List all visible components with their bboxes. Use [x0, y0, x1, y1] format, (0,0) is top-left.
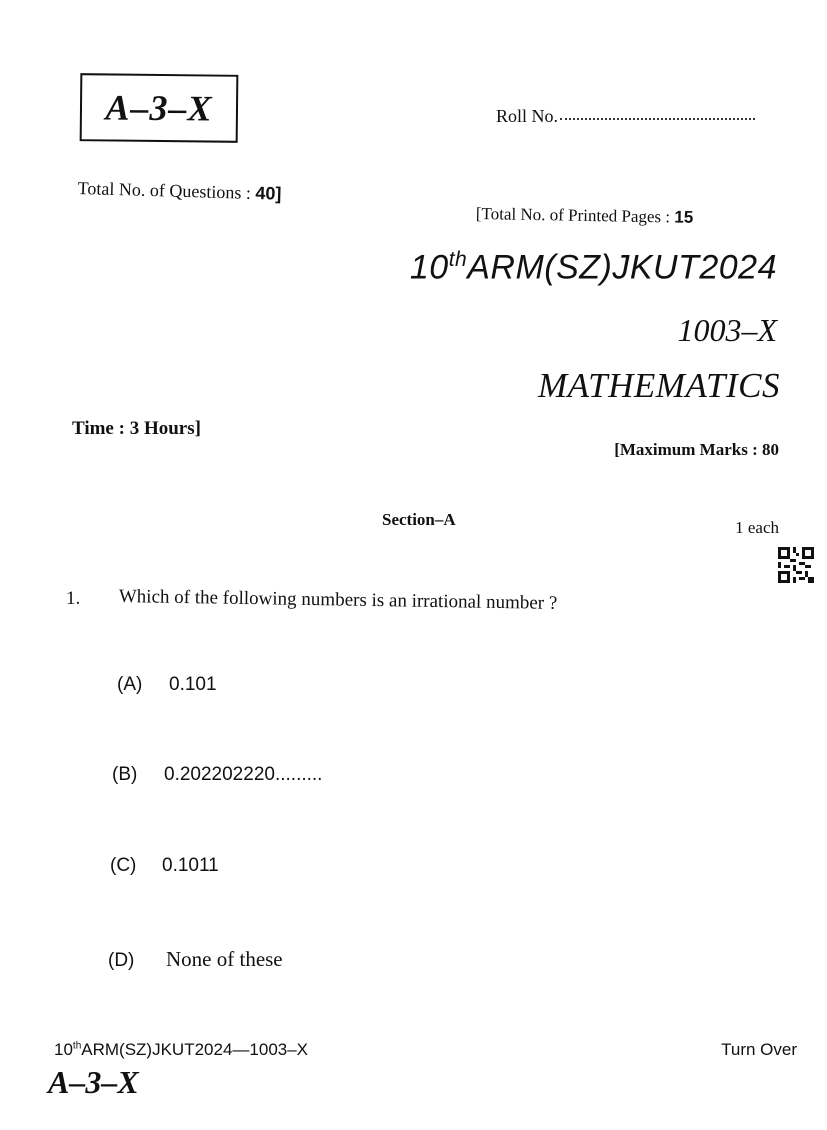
- qr-code-icon: [778, 547, 814, 583]
- question-text: Which of the following numbers is an irrational number ?: [118, 586, 558, 614]
- total-questions-label: Total No. of Questions :: [77, 178, 252, 203]
- subject-title: MATHEMATICS: [537, 366, 780, 405]
- option-text: 0.101: [169, 674, 217, 695]
- marks-each: 1 each: [735, 518, 779, 537]
- option-text: 0.1011: [162, 855, 219, 876]
- series-code-box: [80, 73, 239, 143]
- total-questions: [77, 178, 281, 205]
- total-questions-value: 40]: [255, 182, 282, 204]
- footer-series-code: A–3–X: [48, 1064, 139, 1100]
- option-a: [117, 674, 217, 696]
- option-b: [112, 764, 322, 786]
- option-label: (B): [112, 764, 138, 785]
- roll-dotted-line: [560, 118, 755, 120]
- option-label: (A): [117, 674, 143, 695]
- exam-code: 10thARM(SZ)JKUT2024: [409, 248, 777, 287]
- printed-pages-value: 15: [674, 207, 694, 227]
- printed-pages: [476, 204, 694, 228]
- option-text: 0.202202220.........: [164, 764, 323, 785]
- option-label: (D): [108, 950, 135, 971]
- section-title: Section–A: [382, 510, 456, 529]
- roll-label: Roll No.: [496, 106, 559, 126]
- turn-over-note: Turn Over: [721, 1040, 797, 1059]
- option-d: [108, 947, 283, 972]
- roll-number-field: [496, 106, 755, 127]
- option-label: (C): [110, 855, 137, 876]
- paper-code: 1003–X: [677, 312, 777, 348]
- series-code: A–3–X: [105, 87, 213, 129]
- footer-exam-code: 10thARM(SZ)JKUT2024—1003–X: [54, 1040, 309, 1059]
- option-text: None of these: [166, 947, 283, 971]
- question-number: 1.: [66, 588, 81, 609]
- printed-pages-label: [Total No. of Printed Pages :: [475, 204, 671, 227]
- maximum-marks: [Maximum Marks : 80: [614, 440, 779, 459]
- time-allowed: Time : 3 Hours]: [72, 418, 201, 439]
- option-c: [110, 855, 219, 877]
